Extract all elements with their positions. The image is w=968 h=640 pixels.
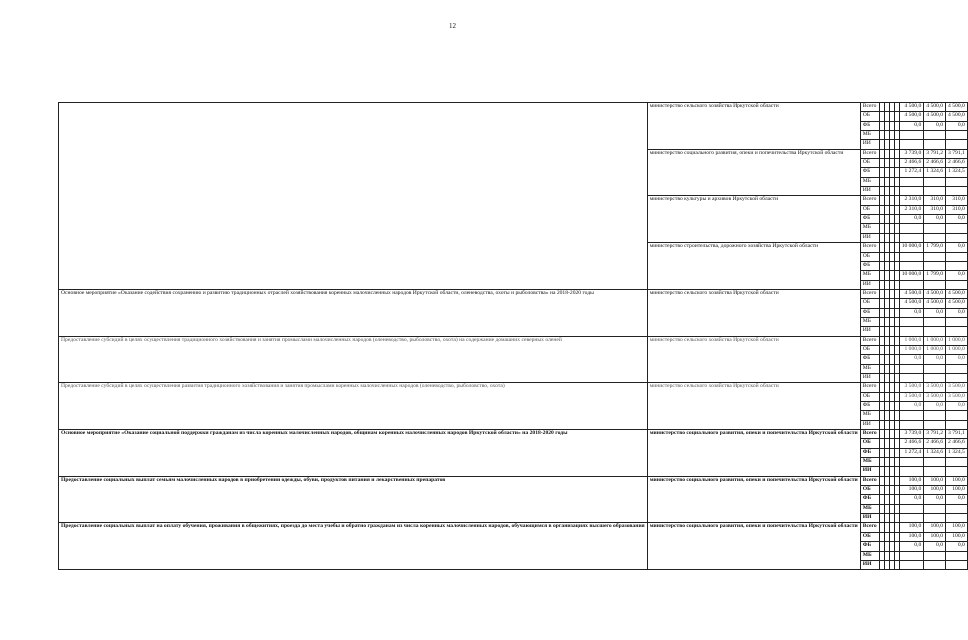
amount-cell (899, 458, 924, 467)
amount-cell: 1 000,0 (946, 336, 968, 345)
amount-cell: 0,0 (899, 402, 924, 411)
executor-name: министерство социального развития, опеки и попечительства Иркутской области (647, 149, 860, 196)
amount-cell (924, 467, 946, 476)
amount-cell (899, 327, 924, 336)
amount-cell: 0,0 (924, 355, 946, 364)
funding-source: Всего (860, 149, 879, 158)
amount-cell: 0,0 (924, 402, 946, 411)
funding-source: ОБ (860, 159, 879, 168)
amount-cell: 4 500,0 (946, 299, 968, 308)
funding-source: МБ (860, 177, 879, 186)
funding-source: ОБ (860, 112, 879, 121)
amount-cell: 2 310,0 (899, 205, 924, 214)
amount-cell: 100,0 (946, 476, 968, 485)
amount-cell (924, 551, 946, 560)
funding-source: ОБ (860, 532, 879, 541)
funding-source: ИИ (860, 280, 879, 289)
amount-cell (946, 364, 968, 373)
executor-name: министерство строительства, дорожного хозяйства Иркутской области (647, 243, 860, 290)
executor-name: министерство сельского хозяйства Иркутской области (647, 103, 860, 150)
amount-cell: 4 500,0 (899, 289, 924, 298)
amount-cell: 100,0 (899, 476, 924, 485)
amount-cell: 0,0 (924, 495, 946, 504)
amount-cell (899, 140, 924, 149)
amount-cell: 0,0 (946, 271, 968, 280)
amount-cell (924, 187, 946, 196)
amount-cell: 4 500,0 (946, 112, 968, 121)
amount-cell: 1 000,0 (899, 345, 924, 354)
amount-cell: 0,0 (924, 215, 946, 224)
amount-cell: 10 000,0 (899, 271, 924, 280)
amount-cell: 4 500,0 (924, 103, 946, 112)
amount-cell: 310,0 (946, 196, 968, 205)
amount-cell (946, 560, 968, 569)
executor-name: министерство социального развития, опеки и попечительства Иркутской области (647, 476, 860, 523)
funding-source: Всего (860, 289, 879, 298)
funding-source: ОБ (860, 345, 879, 354)
amount-cell (924, 560, 946, 569)
amount-cell: 0,0 (946, 495, 968, 504)
funding-source: ФБ (860, 355, 879, 364)
amount-cell (899, 224, 924, 233)
amount-cell (924, 411, 946, 420)
amount-cell: 4 500,0 (924, 289, 946, 298)
measure-title: Предоставление субсидий в целях осуществления традиционного хозяйствования и занятия промыслами малочисленных народов (оленеводство, рыболовство, охота) на содержание домашних северных оленей (59, 336, 648, 383)
amount-cell: 100,0 (899, 486, 924, 495)
funding-source: ФБ (860, 542, 879, 551)
page-number: 12 (449, 22, 456, 30)
amount-cell: 0,0 (946, 243, 968, 252)
amount-cell (899, 504, 924, 513)
funding-source: МБ (860, 271, 879, 280)
amount-cell (946, 551, 968, 560)
amount-cell (924, 252, 946, 261)
amount-cell: 4 500,0 (899, 103, 924, 112)
executor-name: министерство культуры и архивов Иркутской области (647, 196, 860, 243)
funding-source: ФБ (860, 402, 879, 411)
amount-cell: 2 466,6 (899, 159, 924, 168)
measure-title: Предоставление субсидий в целях осуществления развития традиционного хозяйствования и занятия промыслами коренных малочисленных народов (оленеводство, рыболовство, охота) (59, 383, 648, 430)
amount-cell: 3 500,0 (946, 383, 968, 392)
amount-cell (924, 280, 946, 289)
funding-source: ИИ (860, 233, 879, 242)
amount-cell (899, 420, 924, 429)
amount-cell (946, 252, 968, 261)
amount-cell (924, 420, 946, 429)
table-row (59, 430, 968, 439)
amount-cell (899, 411, 924, 420)
amount-cell (924, 140, 946, 149)
amount-cell: 0,0 (946, 121, 968, 130)
amount-cell (899, 373, 924, 382)
amount-cell (946, 140, 968, 149)
amount-cell: 310,0 (924, 205, 946, 214)
amount-cell: 1 000,0 (946, 345, 968, 354)
amount-cell: 1 000,0 (924, 336, 946, 345)
amount-cell: 100,0 (946, 523, 968, 532)
funding-source: ФБ (860, 261, 879, 270)
amount-cell: 0,0 (946, 355, 968, 364)
amount-cell: 1 324,6 (924, 448, 946, 457)
amount-cell: 0,0 (946, 542, 968, 551)
amount-cell: 3 500,0 (899, 383, 924, 392)
amount-cell (899, 187, 924, 196)
amount-cell: 2 310,0 (899, 196, 924, 205)
amount-cell (924, 364, 946, 373)
amount-cell (899, 364, 924, 373)
funding-source: ФБ (860, 121, 879, 130)
table-row (59, 103, 968, 112)
funding-source: ФБ (860, 495, 879, 504)
amount-cell: 2 466,6 (899, 439, 924, 448)
funding-source: Всего (860, 336, 879, 345)
funding-source: ИИ (860, 140, 879, 149)
amount-cell: 4 500,0 (924, 299, 946, 308)
funding-source: Всего (860, 476, 879, 485)
amount-cell: 1 000,0 (924, 345, 946, 354)
amount-cell: 3 739,0 (899, 430, 924, 439)
amount-cell: 1 272,4 (899, 448, 924, 457)
measure-title (59, 103, 648, 290)
amount-cell (924, 261, 946, 270)
amount-cell: 3 791,2 (924, 149, 946, 158)
amount-cell: 3 791,2 (924, 430, 946, 439)
amount-cell: 2 466,6 (924, 439, 946, 448)
funding-source: МБ (860, 504, 879, 513)
amount-cell: 3 739,0 (899, 149, 924, 158)
funding-source: ОБ (860, 252, 879, 261)
funding-source: ФБ (860, 308, 879, 317)
executor-name: министерство сельского хозяйства Иркутской области (647, 289, 860, 336)
measure-title: Предоставление социальных выплат на оплату обучения, проживания в общежитиях, проезда до места учебы и обратно гражданам из числа коренных малочисленных народов, обучающимся в организациях высшего образования (59, 523, 648, 570)
amount-cell (899, 551, 924, 560)
amount-cell: 0,0 (899, 121, 924, 130)
amount-cell (924, 224, 946, 233)
amount-cell (899, 317, 924, 326)
executor-name: министерство социального развития, опеки и попечительства Иркутской области (647, 523, 860, 570)
table-row (59, 336, 968, 345)
amount-cell (946, 280, 968, 289)
amount-cell: 100,0 (924, 523, 946, 532)
funding-source: Всего (860, 243, 879, 252)
amount-cell (946, 467, 968, 476)
amount-cell: 2 466,6 (924, 159, 946, 168)
funding-source: ИИ (860, 187, 879, 196)
funding-source: Всего (860, 383, 879, 392)
amount-cell (924, 514, 946, 523)
amount-cell: 0,0 (946, 308, 968, 317)
amount-cell: 10 000,0 (899, 243, 924, 252)
amount-cell: 4 500,0 (946, 103, 968, 112)
amount-cell: 0,0 (899, 355, 924, 364)
amount-cell (946, 327, 968, 336)
amount-cell: 4 500,0 (899, 299, 924, 308)
amount-cell: 1 000,0 (899, 336, 924, 345)
amount-cell: 0,0 (946, 215, 968, 224)
amount-cell: 100,0 (924, 486, 946, 495)
amount-cell (899, 514, 924, 523)
funding-source: ОБ (860, 205, 879, 214)
funding-source: МБ (860, 411, 879, 420)
funding-source: ИИ (860, 327, 879, 336)
amount-cell (946, 131, 968, 140)
amount-cell (899, 280, 924, 289)
amount-cell: 0,0 (924, 542, 946, 551)
amount-cell: 3 500,0 (899, 392, 924, 401)
amount-cell (946, 224, 968, 233)
measure-title: Предоставление социальных выплат семьям малочисленных народов в приобретении одежды, обуви, продуктов питания и лекарственных препаратов (59, 476, 648, 523)
amount-cell (946, 420, 968, 429)
amount-cell: 2 466,6 (946, 439, 968, 448)
funding-source: ИИ (860, 514, 879, 523)
amount-cell (899, 261, 924, 270)
amount-cell: 100,0 (924, 532, 946, 541)
amount-cell: 3 500,0 (946, 392, 968, 401)
amount-cell (924, 177, 946, 186)
executor-name: министерство сельского хозяйства Иркутской области (647, 383, 860, 430)
amount-cell (946, 187, 968, 196)
funding-source: ОБ (860, 299, 879, 308)
amount-cell (924, 373, 946, 382)
amount-cell (899, 560, 924, 569)
amount-cell (946, 233, 968, 242)
amount-cell: 1 272,4 (899, 168, 924, 177)
amount-cell: 4 500,0 (924, 112, 946, 121)
amount-cell: 100,0 (899, 532, 924, 541)
amount-cell: 3 500,0 (924, 383, 946, 392)
amount-cell: 310,0 (924, 196, 946, 205)
amount-cell: 0,0 (899, 308, 924, 317)
amount-cell: 0,0 (924, 308, 946, 317)
amount-cell (946, 261, 968, 270)
funding-source: Всего (860, 196, 879, 205)
table-row (59, 476, 968, 485)
funding-source: Всего (860, 523, 879, 532)
funding-source: Всего (860, 103, 879, 112)
amount-cell (946, 373, 968, 382)
amount-cell (924, 327, 946, 336)
amount-cell (946, 458, 968, 467)
amount-cell: 0,0 (899, 215, 924, 224)
funding-source: ИИ (860, 467, 879, 476)
amount-cell (946, 411, 968, 420)
funding-source: ФБ (860, 215, 879, 224)
amount-cell: 0,0 (899, 542, 924, 551)
funding-source: ОБ (860, 486, 879, 495)
amount-cell: 0,0 (946, 402, 968, 411)
amount-cell (924, 317, 946, 326)
funding-source: МБ (860, 364, 879, 373)
amount-cell: 0,0 (924, 121, 946, 130)
amount-cell: 4 500,0 (946, 289, 968, 298)
amount-cell (899, 131, 924, 140)
funding-source: ИИ (860, 560, 879, 569)
amount-cell (946, 177, 968, 186)
measure-title: Основное мероприятие «Оказание социальной поддержки гражданам из числа коренных малочисленных народов, общинам коренных малочисленных народов Иркутской области» на 2018-2020 годы (59, 430, 648, 477)
amount-cell: 2 466,6 (946, 159, 968, 168)
amount-cell: 3 500,0 (924, 392, 946, 401)
amount-cell: 100,0 (899, 523, 924, 532)
amount-cell: 1 324,5 (946, 448, 968, 457)
amount-cell (924, 131, 946, 140)
executor-name: министерство сельского хозяйства Иркутской области (647, 336, 860, 383)
funding-source: МБ (860, 317, 879, 326)
table-row (59, 383, 968, 392)
funding-source: Всего (860, 430, 879, 439)
amount-cell: 1 324,6 (924, 168, 946, 177)
amount-cell: 100,0 (924, 476, 946, 485)
amount-cell: 3 791,1 (946, 149, 968, 158)
amount-cell: 1 324,5 (946, 168, 968, 177)
amount-cell: 3 791,1 (946, 430, 968, 439)
table-row (59, 523, 968, 532)
amount-cell (946, 504, 968, 513)
amount-cell: 100,0 (946, 486, 968, 495)
amount-cell: 310,0 (946, 205, 968, 214)
amount-cell (946, 514, 968, 523)
budget-table (58, 102, 968, 570)
amount-cell (899, 177, 924, 186)
table-row (59, 289, 968, 298)
amount-cell (924, 233, 946, 242)
funding-source: МБ (860, 551, 879, 560)
amount-cell (924, 504, 946, 513)
amount-cell (899, 467, 924, 476)
funding-source: МБ (860, 131, 879, 140)
measure-title: Основное мероприятие «Оказание содействия сохранению и развитию традиционных отраслей хозяйствования коренных малочисленных народов Иркутской области, оленеводства, охоты и рыболовства» на 2018-2020 годы (59, 289, 648, 336)
amount-cell: 100,0 (946, 532, 968, 541)
funding-source: ИИ (860, 373, 879, 382)
amount-cell (946, 317, 968, 326)
funding-source: ФБ (860, 168, 879, 177)
amount-cell: 1 799,0 (924, 271, 946, 280)
funding-source: ФБ (860, 448, 879, 457)
executor-name: министерство социального развития, опеки и попечительства Иркутской области (647, 430, 860, 477)
amount-cell: 1 799,0 (924, 243, 946, 252)
funding-source: МБ (860, 224, 879, 233)
funding-source: ОБ (860, 392, 879, 401)
amount-cell (899, 233, 924, 242)
funding-source: МБ (860, 458, 879, 467)
amount-cell: 4 500,0 (899, 112, 924, 121)
amount-cell: 0,0 (899, 495, 924, 504)
funding-source: ИИ (860, 420, 879, 429)
amount-cell (899, 252, 924, 261)
funding-source: ОБ (860, 439, 879, 448)
amount-cell (924, 458, 946, 467)
